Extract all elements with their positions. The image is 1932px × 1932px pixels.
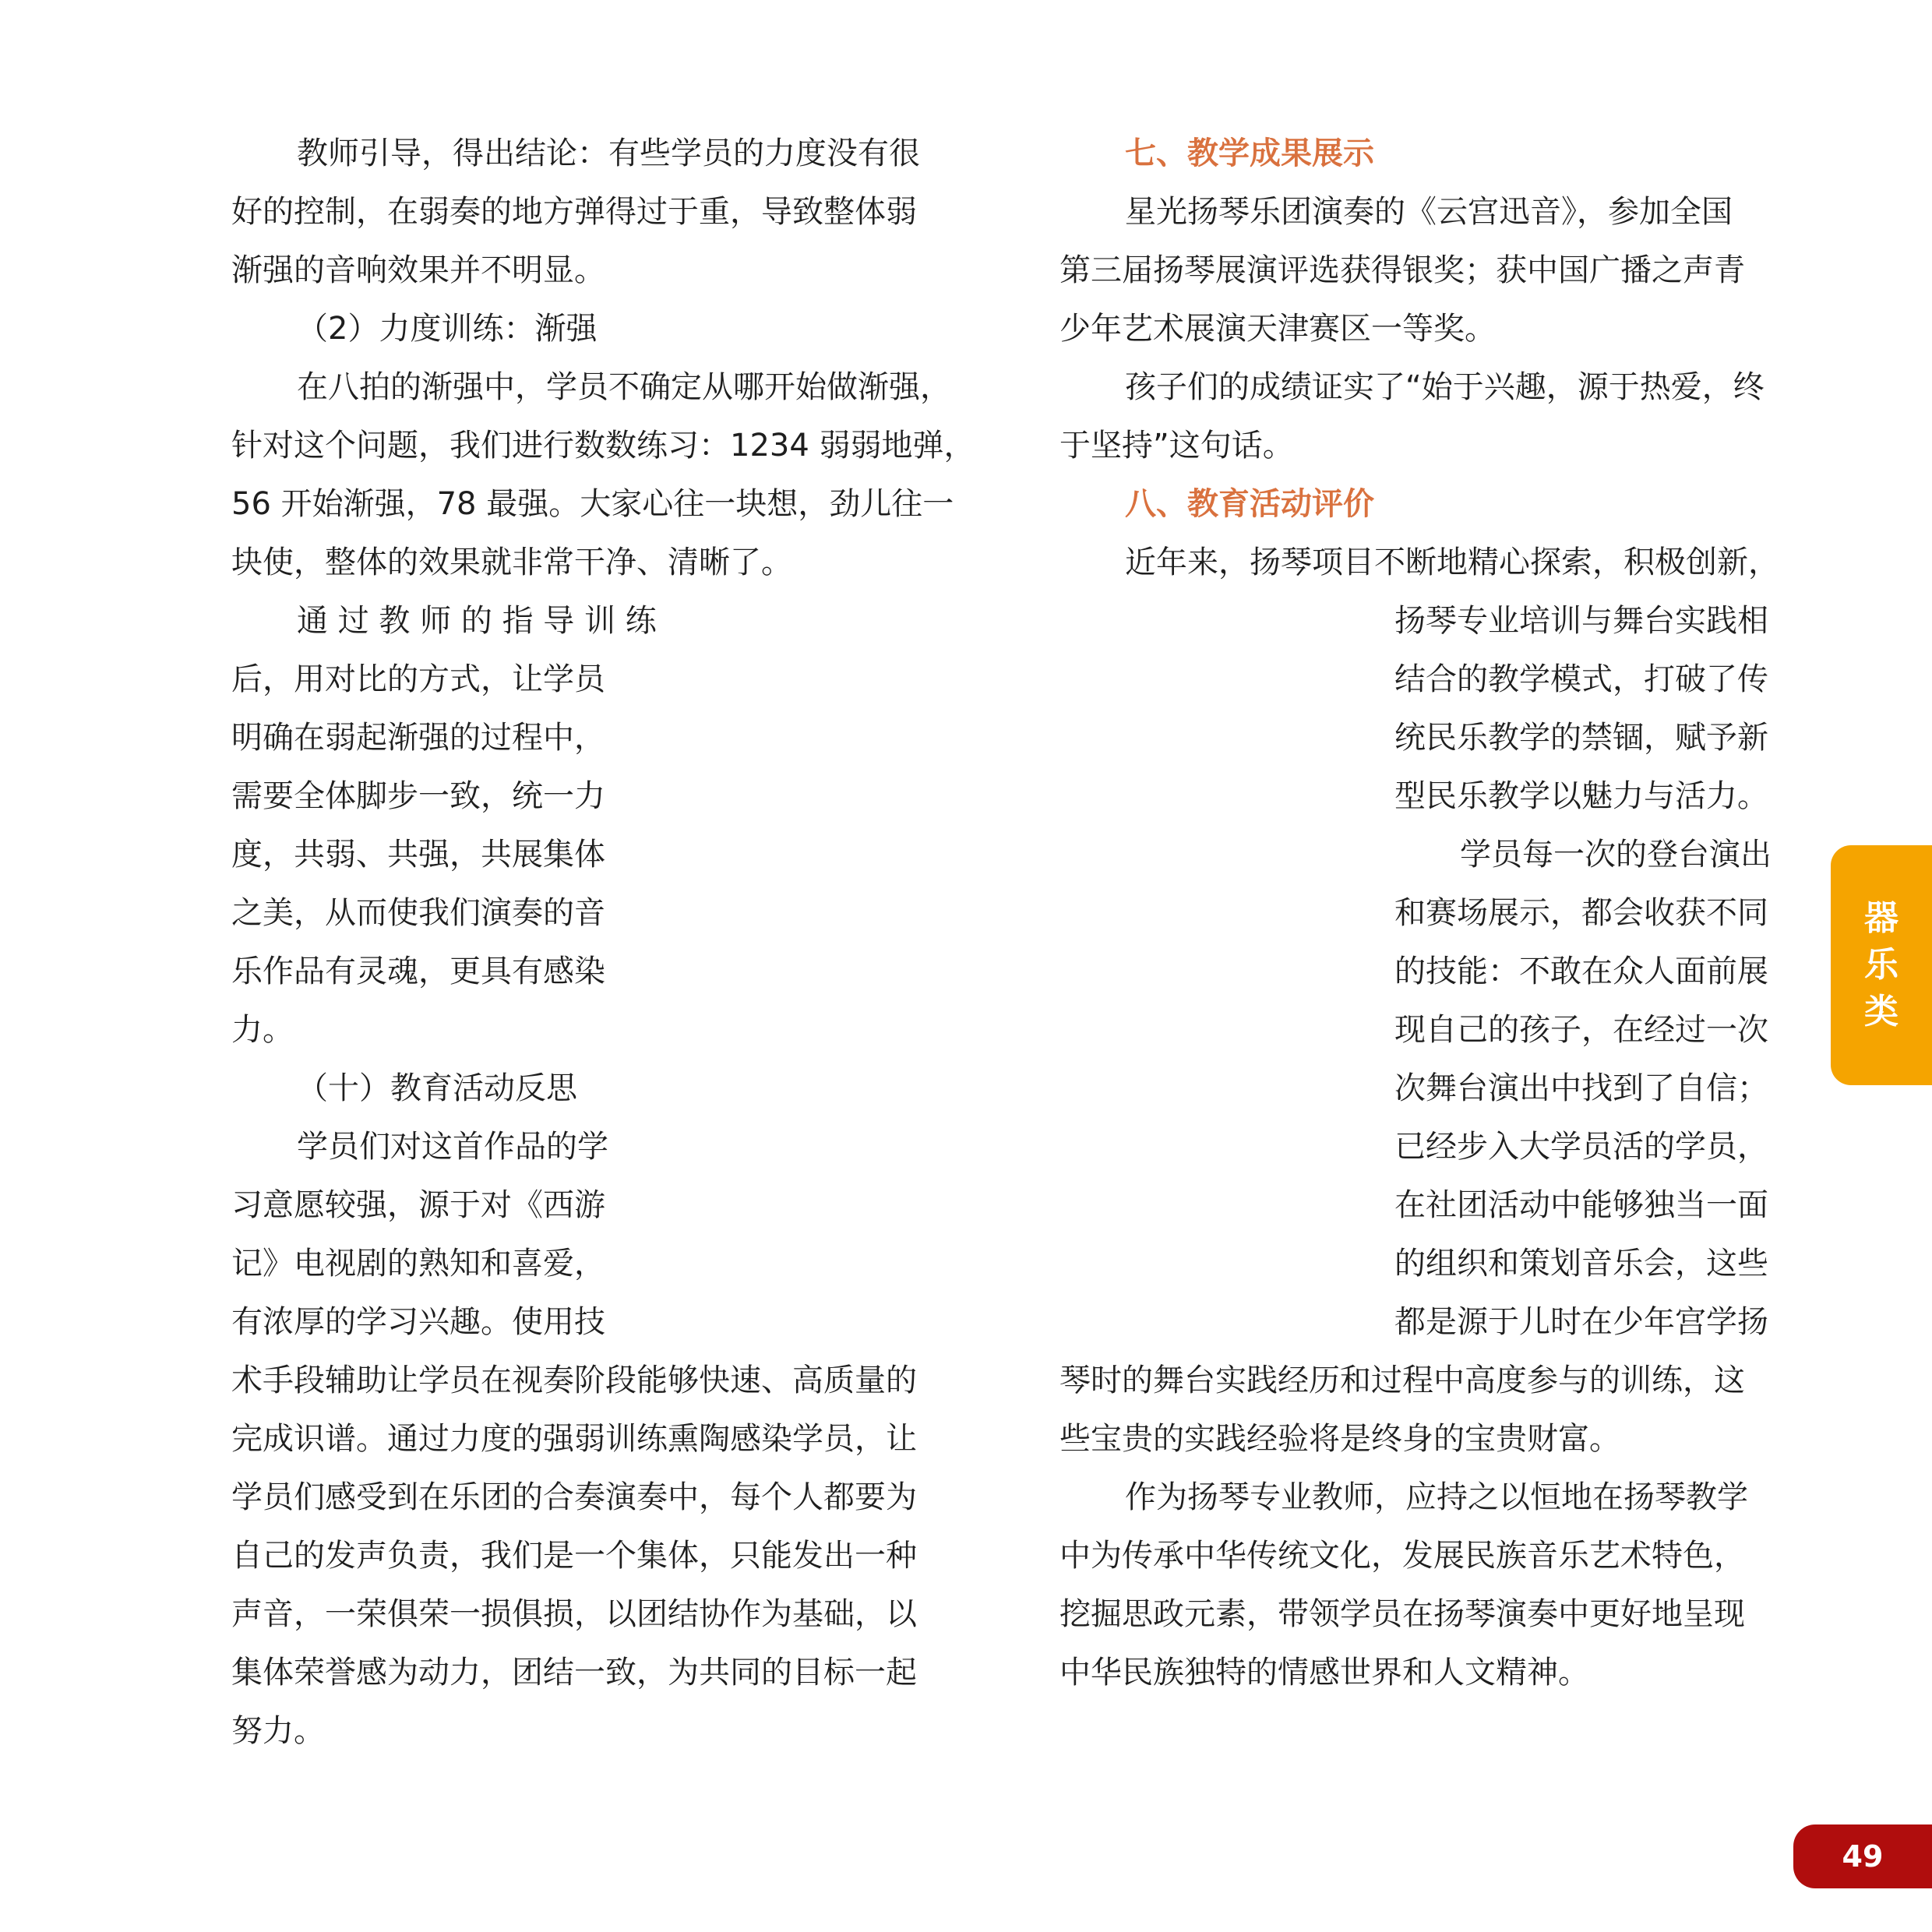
right-column [1059, 125, 1800, 1690]
paragraph-line: 统民乐教学的禁锢，赋予新 [1394, 720, 1768, 756]
paragraph-line: 的技能：不敢在众人面前展 [1394, 954, 1768, 989]
paragraph-line: 教师引导，得出结论：有些学员的力度没有很 [297, 136, 920, 171]
paragraph-line: 已经步入大学员活的学员， [1394, 1129, 1768, 1165]
paragraph-line: 中为传承中华传统文化，发展民族音乐艺术特色， [1059, 1538, 1745, 1574]
paragraph-line: 第三届扬琴展演评选获得银奖；获中国广播之声青 [1059, 252, 1745, 288]
category-char: 类 [1864, 992, 1899, 1031]
paragraph-line: 术手段辅助让学员在视奏阶段能够快速、高质量的 [231, 1363, 917, 1398]
paragraph-line: 在社团活动中能够独当一面 [1394, 1187, 1768, 1223]
paragraph-line: 自己的发声负责，我们是一个集体，只能发出一种 [231, 1538, 917, 1574]
paragraph-line: 近年来，扬琴项目不断地精心探索，积极创新， [1125, 545, 1779, 580]
paragraph-line: 现自己的孩子，在经过一次 [1394, 1012, 1768, 1048]
page-number: 49 [1842, 1839, 1884, 1874]
paragraph-line: 声音，一荣俱荣一损俱损，以团结协作为基础，以 [231, 1596, 917, 1632]
paragraph-line: 块使，整体的效果就非常干净、清晰了。 [231, 545, 792, 580]
paragraph-line: 型民乐教学以魅力与活力。 [1394, 778, 1768, 814]
paragraph-line: 中华民族独特的情感世界和人文精神。 [1059, 1655, 1589, 1690]
paragraph-line: 少年艺术展演天津赛区一等奖。 [1059, 311, 1496, 347]
paragraph-line: 之美，从而使我们演奏的音 [231, 895, 605, 931]
paragraph-line: 好的控制，在弱奏的地方弹得过于重，导致整体弱 [231, 194, 917, 230]
category-side-tab [1831, 845, 1932, 1085]
paragraph-line: 孩子们的成绩证实了“始于兴趣，源于热爱，终 [1125, 369, 1765, 405]
paragraph-line: 学员们对这首作品的学 [297, 1129, 608, 1165]
paragraph-line: 结合的教学模式，打破了传 [1394, 661, 1768, 697]
paragraph-line: 星光扬琴乐团演奏的《云宫迅音》，参加全国 [1125, 194, 1733, 230]
section-heading: 七、教学成果展示 [1125, 136, 1374, 171]
paragraph-line: 次舞台演出中找到了自信； [1394, 1070, 1768, 1106]
section-heading: 八、教育活动评价 [1125, 486, 1374, 522]
paragraph-line: 56 开始渐强，78 最强。大家心往一块想，劲儿往一 [231, 486, 954, 522]
paragraph-line: 和赛场展示，都会收获不同 [1394, 895, 1768, 931]
paragraph-line: 记》电视剧的熟知和喜爱， [231, 1246, 605, 1282]
paragraph-line: 些宝贵的实践经验将是终身的宝贵财富。 [1059, 1421, 1620, 1457]
subsection-heading: （2）力度训练：渐强 [297, 311, 598, 347]
paragraph-line: 有浓厚的学习兴趣。使用技 [231, 1304, 605, 1340]
paragraph-line: 于坚持”这句话。 [1059, 428, 1294, 464]
paragraph-line: 乐作品有灵魂，更具有感染 [231, 954, 605, 989]
paragraph-line: 需要全体脚步一致，统一力 [231, 778, 605, 814]
paragraph-line: 渐强的音响效果并不明显。 [231, 252, 605, 288]
paragraph-line: 后，用对比的方式，让学员 [231, 661, 605, 697]
subsection-heading: （十）教育活动反思 [297, 1070, 577, 1106]
paragraph-line: 明确在弱起渐强的过程中， [231, 720, 605, 756]
paragraph-line: 挖掘思政元素，带领学员在扬琴演奏中更好地呈现 [1059, 1596, 1745, 1632]
paragraph-line: 的组织和策划音乐会，这些 [1394, 1246, 1768, 1282]
category-char: 乐 [1864, 945, 1899, 985]
paragraph-line: 学员每一次的登台演出 [1460, 837, 1772, 873]
paragraph-line: 扬琴专业培训与舞台实践相 [1394, 603, 1768, 639]
paragraph-line: 努力。 [231, 1713, 325, 1749]
paragraph-line: 力。 [231, 1012, 294, 1048]
paragraph-line: 琴时的舞台实践经历和过程中高度参与的训练，这 [1059, 1363, 1745, 1398]
paragraph-line: 作为扬琴专业教师，应持之以恒地在扬琴教学 [1125, 1479, 1748, 1515]
paragraph-line: 在八拍的渐强中，学员不确定从哪开始做渐强， [297, 369, 951, 405]
category-char: 器 [1864, 898, 1899, 938]
paragraph-line: 都是源于儿时在少年宫学扬 [1394, 1304, 1768, 1340]
paragraph-line: 习意愿较强，源于对《西游 [231, 1187, 605, 1223]
paragraph-line: 集体荣誉感为动力，团结一致，为共同的目标一起 [231, 1655, 917, 1690]
paragraph-line: 学员们感受到在乐团的合奏演奏中，每个人都要为 [231, 1479, 917, 1515]
paragraph-line: 度，共弱、共强，共展集体 [231, 837, 605, 873]
page-number-badge [1793, 1824, 1932, 1888]
left-column [231, 125, 975, 1761]
paragraph-line: 通 过 教 师 的 指 导 训 练 [297, 603, 657, 639]
paragraph-line: 完成识谱。通过力度的强弱训练熏陶感染学员，让 [231, 1421, 917, 1457]
paragraph-line: 针对这个问题，我们进行数数练习：1234 弱弱地弹， [231, 428, 975, 464]
